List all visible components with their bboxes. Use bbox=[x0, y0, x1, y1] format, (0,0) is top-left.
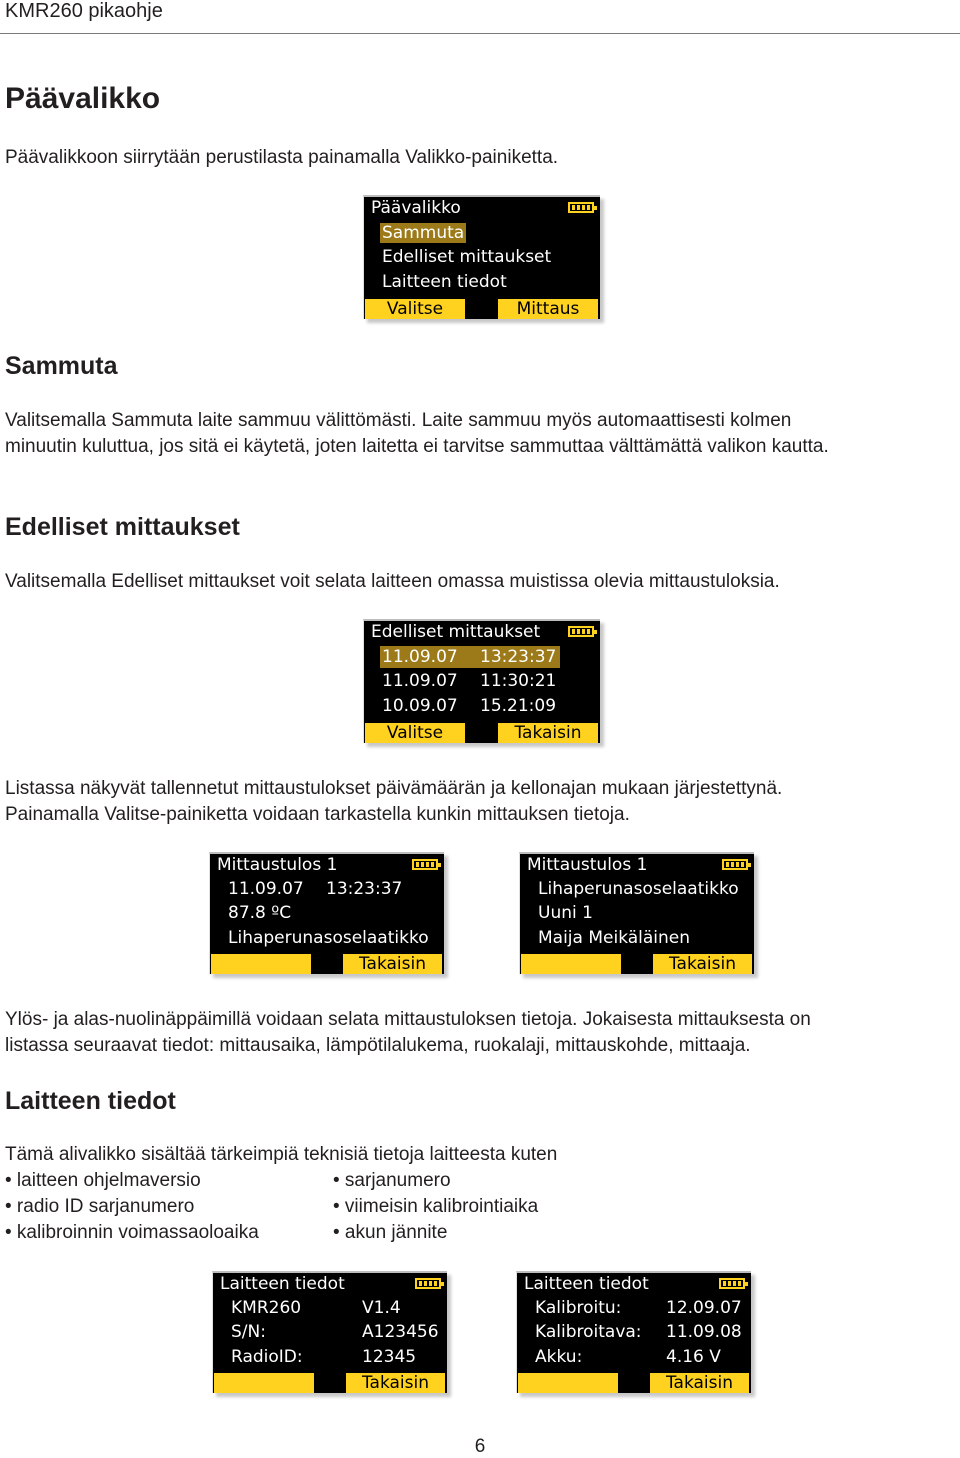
screen-title: Laitteen tiedot bbox=[524, 1274, 649, 1294]
softkey-left-blank bbox=[518, 1373, 618, 1393]
softkey-right: Takaisin bbox=[343, 954, 442, 974]
screen-main-menu bbox=[363, 195, 600, 319]
heading-sammuta: Sammuta bbox=[5, 352, 118, 380]
edelliset-text: Valitsemalla Edelliset mittaukset voit selata laitteen omassa muistissa olevia mittaustuloksia. bbox=[5, 571, 780, 592]
edelliset-after-line-2: Painamalla Valitse-painiketta voidaan tarkastella kunkin mittauksen tietoja. bbox=[5, 804, 630, 825]
softkey-right: Takaisin bbox=[346, 1373, 445, 1393]
menu-item-laitteen: Laitteen tiedot bbox=[382, 272, 507, 292]
heading-laitteen: Laitteen tiedot bbox=[5, 1087, 176, 1115]
battery-icon bbox=[722, 859, 748, 870]
info-row: S/N: A123456 bbox=[231, 1322, 439, 1342]
result-datetime: 11.09.07 13:23:37 bbox=[228, 879, 403, 899]
softkey-right: Takaisin bbox=[650, 1373, 749, 1393]
intro-text: Päävalikkoon siirrytään perustilasta painamalla Valikko-painiketta. bbox=[5, 147, 559, 168]
header-rule bbox=[0, 33, 960, 34]
softkey-right: Takaisin bbox=[653, 954, 752, 974]
softkey-left: Valitse bbox=[365, 723, 465, 743]
info-row: KMR260 V1.4 bbox=[231, 1298, 401, 1318]
softkey-left-blank bbox=[211, 954, 311, 974]
menu-item-edelliset: Edelliset mittaukset bbox=[382, 247, 552, 267]
result-temperature: 87.8 ºC bbox=[228, 903, 292, 923]
softkey-left: Valitse bbox=[365, 299, 465, 319]
info-row: Kalibroitava: 11.09.08 bbox=[535, 1322, 742, 1342]
bullet-item: • laitteen ohjelmaversio bbox=[5, 1170, 201, 1191]
bullet-item: • kalibroinnin voimassaoloaika bbox=[5, 1222, 259, 1243]
result-food: Lihaperunasoselaatikko bbox=[228, 928, 429, 948]
menu-item-sammuta: Sammuta bbox=[382, 223, 465, 243]
battery-icon bbox=[719, 1278, 745, 1289]
measurement-row: 11.09.07 11:30:21 bbox=[382, 671, 557, 691]
screen-title: Päävalikko bbox=[371, 198, 461, 218]
screen-result-1 bbox=[209, 852, 444, 974]
result-food: Lihaperunasoselaatikko bbox=[538, 879, 739, 899]
sammuta-line-2: minuutin kuluttua, jos sitä ei käytetä, joten laitetta ei tarvitse sammuttaa välttämättä valikon kautta. bbox=[5, 436, 829, 457]
screen-title: Mittaustulos 1 bbox=[217, 855, 338, 875]
softkey-left-blank bbox=[521, 954, 621, 974]
screen-device-info-2 bbox=[516, 1271, 751, 1393]
result-location: Uuni 1 bbox=[538, 903, 593, 923]
sammuta-line-1: Valitsemalla Sammuta laite sammuu välittömästi. Laite sammuu myös automaattisesti kolmen bbox=[5, 410, 792, 431]
softkey-left-blank bbox=[214, 1373, 314, 1393]
battery-icon bbox=[415, 1278, 441, 1289]
document-header: KMR260 pikaohje bbox=[5, 0, 163, 22]
screen-title: Edelliset mittaukset bbox=[371, 622, 541, 642]
info-row: Akku: 4.16 V bbox=[535, 1347, 721, 1367]
info-row: Kalibroitu: 12.09.07 bbox=[535, 1298, 742, 1318]
softkey-right: Mittaus bbox=[498, 299, 598, 319]
battery-icon bbox=[568, 202, 594, 213]
heading-edelliset: Edelliset mittaukset bbox=[5, 513, 240, 541]
screen-previous-measurements bbox=[363, 619, 600, 743]
screen-title: Mittaustulos 1 bbox=[527, 855, 648, 875]
result-person: Maija Meikäläinen bbox=[538, 928, 691, 948]
edelliset-final-line-1: Ylös- ja alas-nuolinäppäimillä voidaan selata mittaustuloksen tietoja. Jokaisesta mittauksesta on bbox=[5, 1009, 811, 1030]
bullet-item: • radio ID sarjanumero bbox=[5, 1196, 195, 1217]
page-title: Päävalikko bbox=[5, 82, 161, 115]
softkey-right: Takaisin bbox=[498, 723, 598, 743]
screen-device-info-1 bbox=[212, 1271, 447, 1393]
screen-result-2 bbox=[519, 852, 754, 974]
measurement-row: 11.09.07 13:23:37 bbox=[380, 646, 560, 668]
info-row: RadioID: 12345 bbox=[231, 1347, 417, 1367]
measurement-row: 10.09.07 15.21:09 bbox=[382, 696, 557, 716]
page-number: 6 bbox=[474, 1436, 486, 1457]
battery-icon bbox=[568, 626, 594, 637]
bullet-item: • akun jännite bbox=[333, 1222, 448, 1243]
screen-title: Laitteen tiedot bbox=[220, 1274, 345, 1294]
battery-icon bbox=[412, 859, 438, 870]
bullet-item: • sarjanumero bbox=[333, 1170, 451, 1191]
edelliset-final-line-2: listassa seuraavat tiedot: mittausaika, lämpötilalukema, ruokalaji, mittauskohde, mittaaja. bbox=[5, 1035, 751, 1056]
edelliset-after-line-1: Listassa näkyvät tallennetut mittaustulokset päivämäärän ja kellonajan mukaan järjestettynä. bbox=[5, 778, 783, 799]
bullet-item: • viimeisin kalibrointiaika bbox=[333, 1196, 539, 1217]
laitteen-text: Tämä alivalikko sisältää tärkeimpiä teknisiä tietoja laitteesta kuten bbox=[5, 1144, 558, 1165]
